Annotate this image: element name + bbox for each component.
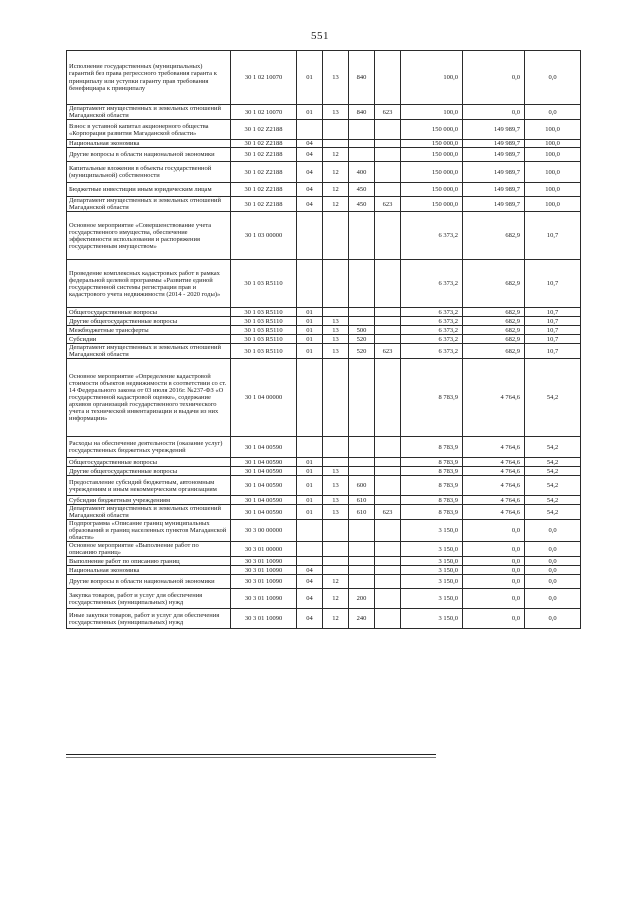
row-expense-type (349, 575, 375, 589)
table-row (67, 140, 581, 148)
row-percent: 10,7 (525, 344, 581, 359)
row-executed-amount: 149 989,7 (463, 120, 525, 140)
row-section: 01 (297, 105, 323, 120)
row-code: 30 1 02 Z2188 (231, 140, 297, 148)
row-org-code (375, 162, 401, 183)
row-executed-amount: 4 764,6 (463, 467, 525, 476)
row-executed-amount: 4 764,6 (463, 437, 525, 458)
table-row (67, 589, 581, 609)
row-org-code (375, 308, 401, 317)
row-subsection: 12 (323, 197, 349, 212)
row-code: 30 1 04 00590 (231, 458, 297, 467)
row-expense-type (349, 542, 375, 557)
row-name: Проведение комплексных кадастровых работ в рамках федеральной целевой программы «Развитие единой государственной системы регистрации прав и кадастрового учета недвижимости (2014 - 2020 годы)» (67, 260, 231, 308)
row-org-code (375, 575, 401, 589)
table-row (67, 520, 581, 542)
row-org-code (375, 542, 401, 557)
row-name: Капитальные вложения в объекты государственной (муниципальной) собственности (67, 162, 231, 183)
row-percent: 10,7 (525, 326, 581, 335)
row-subsection (323, 140, 349, 148)
row-section: 04 (297, 566, 323, 575)
row-planned-amount: 6 373,2 (401, 212, 463, 260)
row-expense-type: 610 (349, 496, 375, 505)
row-name: Субсидии (67, 335, 231, 344)
row-code: 30 1 03 R5110 (231, 317, 297, 326)
row-org-code (375, 51, 401, 105)
row-code: 30 1 02 Z2188 (231, 148, 297, 162)
row-expense-type (349, 308, 375, 317)
row-subsection: 12 (323, 148, 349, 162)
row-subsection (323, 542, 349, 557)
table-row (67, 476, 581, 496)
row-section (297, 520, 323, 542)
row-name: Национальная экономика (67, 140, 231, 148)
row-org-code (375, 260, 401, 308)
row-expense-type: 450 (349, 183, 375, 197)
row-section: 04 (297, 148, 323, 162)
row-planned-amount: 8 783,9 (401, 458, 463, 467)
row-expense-type (349, 437, 375, 458)
row-name: Национальная экономика (67, 566, 231, 575)
row-org-code (375, 120, 401, 140)
row-percent: 54,2 (525, 467, 581, 476)
row-executed-amount: 682,9 (463, 212, 525, 260)
row-name: Основное мероприятие «Определение кадастровой стоимости объектов недвижимости в соответствии со ст. 14 Федерального закона от 03 июля 2016г. №237-ФЗ «О государственной кадастровой оценке», содержание архивов организаций государственного технического учета и технической инвентаризации и выдачи из них информации» (67, 359, 231, 437)
table-row (67, 308, 581, 317)
row-subsection (323, 458, 349, 467)
row-section: 01 (297, 335, 323, 344)
row-code: 30 1 02 10070 (231, 105, 297, 120)
row-code: 30 1 03 00000 (231, 212, 297, 260)
row-percent: 100,0 (525, 140, 581, 148)
row-percent: 10,7 (525, 212, 581, 260)
row-percent: 54,2 (525, 458, 581, 467)
table-row (67, 51, 581, 105)
row-code: 30 1 03 R5110 (231, 308, 297, 317)
row-name: Закупка товаров, работ и услуг для обеспечения государственных (муниципальных) нужд (67, 589, 231, 609)
row-expense-type (349, 467, 375, 476)
row-expense-type (349, 212, 375, 260)
row-percent: 10,7 (525, 260, 581, 308)
row-subsection: 13 (323, 476, 349, 496)
row-org-code: 623 (375, 105, 401, 120)
row-subsection (323, 308, 349, 317)
row-name: Общегосударственные вопросы (67, 458, 231, 467)
row-subsection: 13 (323, 317, 349, 326)
row-executed-amount: 0,0 (463, 51, 525, 105)
row-org-code (375, 557, 401, 566)
row-planned-amount: 3 150,0 (401, 520, 463, 542)
row-planned-amount: 150 000,0 (401, 148, 463, 162)
row-planned-amount: 8 783,9 (401, 476, 463, 496)
row-code: 30 3 01 00000 (231, 542, 297, 557)
row-executed-amount: 149 989,7 (463, 183, 525, 197)
row-code: 30 1 04 00590 (231, 476, 297, 496)
row-executed-amount: 149 989,7 (463, 140, 525, 148)
row-executed-amount: 0,0 (463, 520, 525, 542)
row-name: Подпрограмма «Описание границ муниципальных образований и границ населенных пунктов Магаданской области» (67, 520, 231, 542)
row-executed-amount: 149 989,7 (463, 197, 525, 212)
row-section (297, 359, 323, 437)
table-row (67, 148, 581, 162)
table-row (67, 326, 581, 335)
row-org-code (375, 609, 401, 629)
row-org-code (375, 183, 401, 197)
row-name: Департамент имущественных и земельных отношений Магаданской области (67, 105, 231, 120)
table-row (67, 566, 581, 575)
row-code: 30 1 02 Z2188 (231, 197, 297, 212)
table-row (67, 335, 581, 344)
row-org-code (375, 212, 401, 260)
row-expense-type (349, 458, 375, 467)
row-executed-amount: 682,9 (463, 317, 525, 326)
row-org-code (375, 437, 401, 458)
row-planned-amount: 150 000,0 (401, 140, 463, 148)
row-code: 30 1 04 00590 (231, 496, 297, 505)
row-org-code: 623 (375, 505, 401, 520)
row-name: Иные закупки товаров, работ и услуг для обеспечения государственных (муниципальных) нужд (67, 609, 231, 629)
table-row (67, 212, 581, 260)
row-code: 30 3 00 00000 (231, 520, 297, 542)
row-expense-type (349, 566, 375, 575)
table-row (67, 344, 581, 359)
row-percent: 100,0 (525, 183, 581, 197)
row-subsection: 13 (323, 467, 349, 476)
row-org-code (375, 520, 401, 542)
row-name: Исполнение государственных (муниципальных) гарантий без права регрессного требования гаранта к принципалу или уступки гаранту прав требования бенефициара к принципалу (67, 51, 231, 105)
row-planned-amount: 6 373,2 (401, 344, 463, 359)
row-subsection (323, 212, 349, 260)
row-name: Расходы на обеспечение деятельности (оказание услуг) государственных бюджетных учреждений (67, 437, 231, 458)
row-name: Субсидии бюджетным учреждениям (67, 496, 231, 505)
table-row (67, 105, 581, 120)
row-planned-amount: 8 783,9 (401, 505, 463, 520)
table-row (67, 505, 581, 520)
table-row (67, 557, 581, 566)
row-org-code (375, 317, 401, 326)
row-name: Общегосударственные вопросы (67, 308, 231, 317)
row-executed-amount: 149 989,7 (463, 148, 525, 162)
row-percent: 0,0 (525, 566, 581, 575)
row-org-code (375, 476, 401, 496)
row-percent: 54,2 (525, 359, 581, 437)
row-subsection (323, 437, 349, 458)
row-code: 30 1 03 R5110 (231, 344, 297, 359)
row-percent: 10,7 (525, 308, 581, 317)
row-executed-amount: 149 989,7 (463, 162, 525, 183)
row-planned-amount: 6 373,2 (401, 308, 463, 317)
row-expense-type: 500 (349, 326, 375, 335)
row-name: Бюджетные инвестиции иным юридическим лицам (67, 183, 231, 197)
row-expense-type (349, 140, 375, 148)
row-section: 01 (297, 308, 323, 317)
row-subsection: 13 (323, 505, 349, 520)
row-code: 30 3 01 10090 (231, 609, 297, 629)
row-section: 01 (297, 326, 323, 335)
row-percent: 0,0 (525, 542, 581, 557)
row-executed-amount: 0,0 (463, 557, 525, 566)
row-planned-amount: 6 373,2 (401, 317, 463, 326)
row-subsection (323, 520, 349, 542)
row-executed-amount: 4 764,6 (463, 458, 525, 467)
row-executed-amount: 682,9 (463, 260, 525, 308)
table-row (67, 162, 581, 183)
table-row (67, 609, 581, 629)
table-row (67, 183, 581, 197)
row-subsection: 13 (323, 344, 349, 359)
row-planned-amount: 8 783,9 (401, 437, 463, 458)
row-section: 04 (297, 589, 323, 609)
row-section: 04 (297, 183, 323, 197)
row-percent: 0,0 (525, 51, 581, 105)
row-name: Основное мероприятие «Совершенствование учета государственного имущества, обеспечение эффективности использования и распоряжения государственным имуществом» (67, 212, 231, 260)
row-executed-amount: 0,0 (463, 609, 525, 629)
row-section: 04 (297, 609, 323, 629)
row-subsection: 13 (323, 51, 349, 105)
row-expense-type: 610 (349, 505, 375, 520)
row-org-code (375, 140, 401, 148)
row-org-code (375, 458, 401, 467)
row-percent: 0,0 (525, 589, 581, 609)
row-code: 30 1 04 00590 (231, 467, 297, 476)
row-percent: 54,2 (525, 505, 581, 520)
row-name: Другие вопросы в области национальной экономики (67, 148, 231, 162)
row-org-code (375, 496, 401, 505)
row-planned-amount: 3 150,0 (401, 589, 463, 609)
table-row (67, 260, 581, 308)
row-planned-amount: 150 000,0 (401, 197, 463, 212)
row-percent: 10,7 (525, 335, 581, 344)
row-section: 01 (297, 458, 323, 467)
row-percent: 54,2 (525, 496, 581, 505)
row-executed-amount: 0,0 (463, 105, 525, 120)
row-executed-amount: 4 764,6 (463, 496, 525, 505)
row-expense-type (349, 260, 375, 308)
row-planned-amount: 150 000,0 (401, 183, 463, 197)
row-name: Взнос в уставной капитал акционерного общества «Корпорация развития Магаданской области» (67, 120, 231, 140)
row-expense-type: 840 (349, 51, 375, 105)
row-executed-amount: 682,9 (463, 344, 525, 359)
row-expense-type: 400 (349, 162, 375, 183)
row-code: 30 1 04 00000 (231, 359, 297, 437)
row-code: 30 1 04 00590 (231, 505, 297, 520)
row-planned-amount: 8 783,9 (401, 359, 463, 437)
row-percent: 100,0 (525, 162, 581, 183)
row-section (297, 542, 323, 557)
row-expense-type: 240 (349, 609, 375, 629)
row-executed-amount: 0,0 (463, 575, 525, 589)
row-section: 01 (297, 496, 323, 505)
row-executed-amount: 4 764,6 (463, 505, 525, 520)
row-expense-type: 450 (349, 197, 375, 212)
row-org-code (375, 335, 401, 344)
table-row (67, 467, 581, 476)
row-planned-amount: 3 150,0 (401, 575, 463, 589)
row-subsection: 13 (323, 326, 349, 335)
row-name: Предоставление субсидий бюджетным, автономным учреждениям и иным некоммерческим организациям (67, 476, 231, 496)
row-planned-amount: 3 150,0 (401, 542, 463, 557)
row-expense-type (349, 148, 375, 162)
bottom-rule (66, 754, 436, 755)
row-planned-amount: 8 783,9 (401, 496, 463, 505)
table-row (67, 197, 581, 212)
row-percent: 0,0 (525, 520, 581, 542)
row-expense-type: 840 (349, 105, 375, 120)
row-percent: 0,0 (525, 609, 581, 629)
row-subsection (323, 120, 349, 140)
row-subsection: 12 (323, 609, 349, 629)
row-percent: 0,0 (525, 575, 581, 589)
row-planned-amount: 6 373,2 (401, 260, 463, 308)
row-expense-type: 520 (349, 344, 375, 359)
table-row (67, 120, 581, 140)
row-name: Выполнение работ по описанию границ (67, 557, 231, 566)
row-expense-type (349, 520, 375, 542)
table-row (67, 359, 581, 437)
table-row (67, 458, 581, 467)
row-expense-type (349, 120, 375, 140)
row-org-code (375, 326, 401, 335)
row-subsection (323, 359, 349, 437)
row-code: 30 3 01 10090 (231, 557, 297, 566)
row-name: Департамент имущественных и земельных отношений Магаданской области (67, 505, 231, 520)
row-code: 30 3 01 10090 (231, 589, 297, 609)
row-subsection: 13 (323, 335, 349, 344)
row-code: 30 3 01 10090 (231, 575, 297, 589)
row-expense-type (349, 317, 375, 326)
row-subsection: 12 (323, 162, 349, 183)
table-row (67, 317, 581, 326)
row-executed-amount: 0,0 (463, 566, 525, 575)
row-code: 30 1 03 R5110 (231, 326, 297, 335)
row-executed-amount: 4 764,6 (463, 476, 525, 496)
row-name: Другие общегосударственные вопросы (67, 317, 231, 326)
row-code: 30 1 03 R5110 (231, 260, 297, 308)
row-org-code (375, 467, 401, 476)
row-planned-amount: 6 373,2 (401, 335, 463, 344)
row-expense-type: 600 (349, 476, 375, 496)
row-code: 30 3 01 10090 (231, 566, 297, 575)
row-name: Другие общегосударственные вопросы (67, 467, 231, 476)
row-section (297, 120, 323, 140)
row-section: 01 (297, 317, 323, 326)
row-expense-type: 520 (349, 335, 375, 344)
row-percent: 10,7 (525, 317, 581, 326)
row-planned-amount: 3 150,0 (401, 609, 463, 629)
row-subsection: 12 (323, 183, 349, 197)
row-executed-amount: 682,9 (463, 335, 525, 344)
row-subsection: 12 (323, 575, 349, 589)
row-percent: 0,0 (525, 557, 581, 566)
row-name: Основное мероприятие «Выполнение работ по описанию границ» (67, 542, 231, 557)
row-planned-amount: 6 373,2 (401, 326, 463, 335)
row-section: 04 (297, 575, 323, 589)
row-section (297, 212, 323, 260)
row-section: 04 (297, 162, 323, 183)
table-row (67, 496, 581, 505)
row-code: 30 1 02 Z2188 (231, 120, 297, 140)
row-planned-amount: 100,0 (401, 105, 463, 120)
row-percent: 54,2 (525, 476, 581, 496)
row-section: 01 (297, 51, 323, 105)
row-subsection: 13 (323, 105, 349, 120)
row-planned-amount: 150 000,0 (401, 162, 463, 183)
row-code: 30 1 02 10070 (231, 51, 297, 105)
row-section: 01 (297, 476, 323, 496)
row-code: 30 1 02 Z2188 (231, 183, 297, 197)
row-subsection: 12 (323, 589, 349, 609)
row-section: 01 (297, 467, 323, 476)
row-planned-amount: 3 150,0 (401, 566, 463, 575)
row-planned-amount: 8 783,9 (401, 467, 463, 476)
row-planned-amount: 150 000,0 (401, 120, 463, 140)
row-executed-amount: 682,9 (463, 326, 525, 335)
row-org-code: 623 (375, 197, 401, 212)
row-percent: 0,0 (525, 105, 581, 120)
row-name: Департамент имущественных и земельных отношений Магаданской области (67, 344, 231, 359)
row-name: Департамент имущественных и земельных отношений Магаданской области (67, 197, 231, 212)
row-name: Межбюджетные трансферты (67, 326, 231, 335)
page-number: 551 (311, 30, 329, 42)
row-executed-amount: 0,0 (463, 589, 525, 609)
row-percent: 54,2 (525, 437, 581, 458)
row-code: 30 1 04 00590 (231, 437, 297, 458)
row-org-code (375, 589, 401, 609)
row-org-code (375, 566, 401, 575)
row-name: Другие вопросы в области национальной экономики (67, 575, 231, 589)
row-subsection (323, 260, 349, 308)
row-expense-type (349, 557, 375, 566)
table-row (67, 437, 581, 458)
row-section: 01 (297, 505, 323, 520)
row-executed-amount: 4 764,6 (463, 359, 525, 437)
row-org-code (375, 359, 401, 437)
row-section: 01 (297, 344, 323, 359)
bottom-rule-faint (66, 757, 436, 758)
row-org-code (375, 148, 401, 162)
row-code: 30 1 02 Z2188 (231, 162, 297, 183)
row-subsection (323, 566, 349, 575)
row-expense-type (349, 359, 375, 437)
row-planned-amount: 3 150,0 (401, 557, 463, 566)
row-percent: 100,0 (525, 120, 581, 140)
budget-table (66, 50, 581, 629)
row-expense-type: 200 (349, 589, 375, 609)
row-planned-amount: 100,0 (401, 51, 463, 105)
table-body (67, 51, 581, 629)
row-executed-amount: 0,0 (463, 542, 525, 557)
row-section (297, 260, 323, 308)
row-percent: 100,0 (525, 148, 581, 162)
table-row (67, 575, 581, 589)
table-row (67, 542, 581, 557)
row-section (297, 557, 323, 566)
row-section: 04 (297, 197, 323, 212)
row-percent: 100,0 (525, 197, 581, 212)
row-section (297, 437, 323, 458)
row-executed-amount: 682,9 (463, 308, 525, 317)
row-code: 30 1 03 R5110 (231, 335, 297, 344)
row-section: 04 (297, 140, 323, 148)
row-subsection (323, 557, 349, 566)
row-subsection: 13 (323, 496, 349, 505)
row-org-code: 623 (375, 344, 401, 359)
